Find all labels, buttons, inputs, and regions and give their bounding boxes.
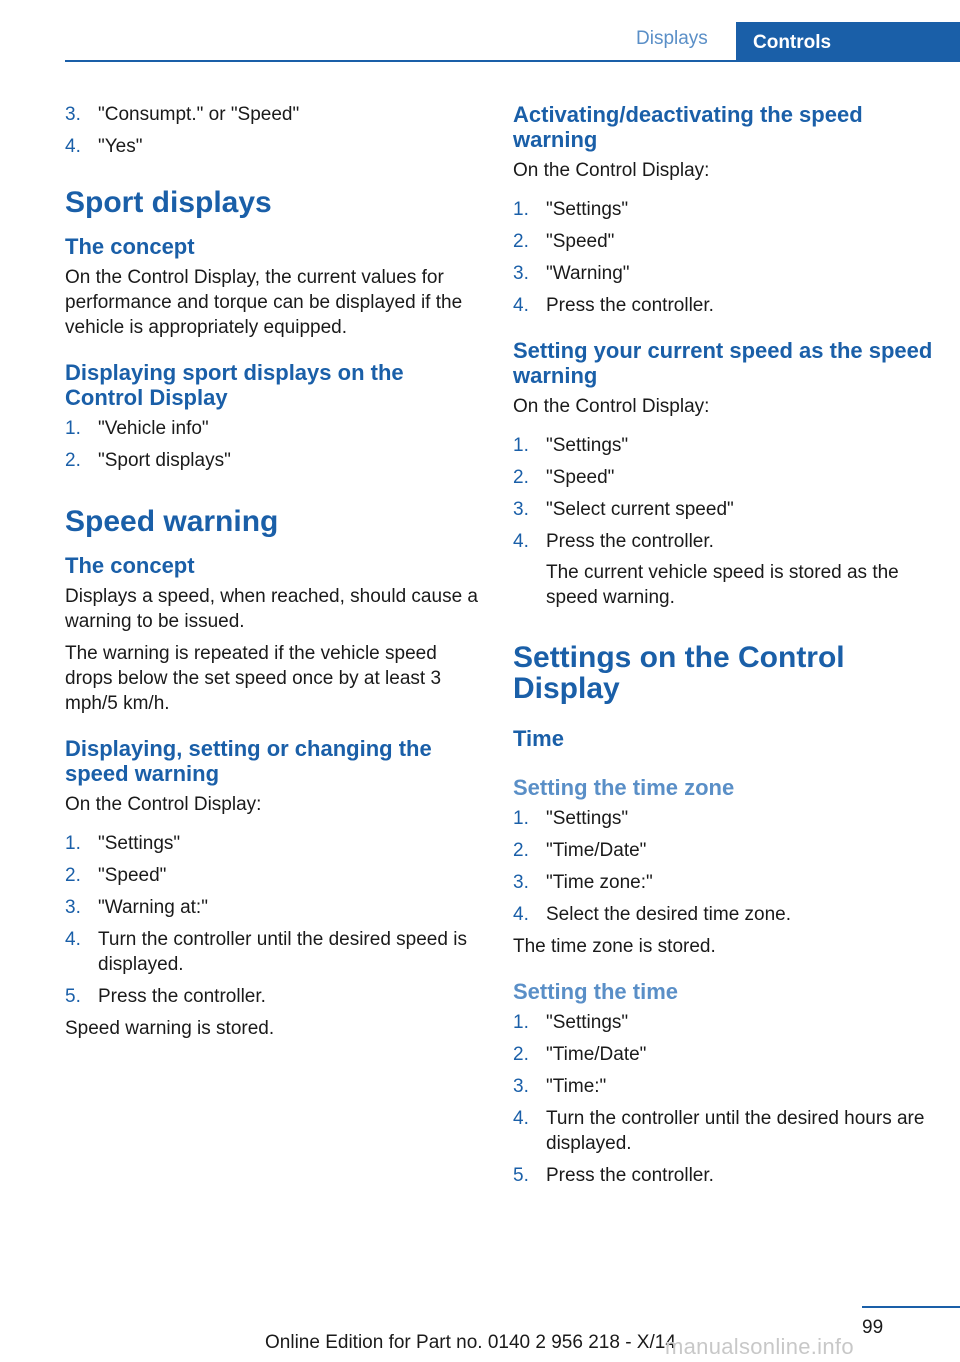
list-text: "Speed" xyxy=(546,231,615,252)
heading-setting-time: Setting the time xyxy=(513,979,679,1004)
list-text: "Speed" xyxy=(546,467,615,488)
speed-concept-text-2: The warning is repeated if the vehicle speed drops below the set speed once by at least 3 mph/5 km/h. xyxy=(65,643,442,714)
list-item xyxy=(65,984,480,1009)
list-text: Select the desired time zone. xyxy=(546,904,792,925)
list-number: 3. xyxy=(513,872,529,893)
list-text: "Settings" xyxy=(98,833,181,854)
list-number: 2. xyxy=(513,1044,529,1065)
heading-speed-concept: The concept xyxy=(65,553,195,578)
list-item xyxy=(513,870,933,895)
current-note: The current vehicle speed is stored as the speed warning. xyxy=(546,562,899,608)
list-number: 1. xyxy=(65,418,81,439)
list-text: "Time zone:" xyxy=(546,872,653,893)
timezone-list xyxy=(513,806,933,927)
list-item xyxy=(65,863,480,888)
activate-list xyxy=(513,197,933,318)
list-text: Press the controller. xyxy=(546,295,714,316)
timezone-result: The time zone is stored. xyxy=(513,936,716,957)
list-item xyxy=(513,902,933,927)
list-number: 4. xyxy=(513,295,529,316)
list-item xyxy=(513,229,933,254)
heading-speed-setting: Displaying, setting or changing the speed warning xyxy=(65,736,432,786)
heading-activate-speed-warning: Activating/deactivating the speed warning xyxy=(513,102,863,152)
list-item xyxy=(65,416,480,441)
list-number: 2. xyxy=(513,840,529,861)
list-number: 2. xyxy=(513,467,529,488)
right-column xyxy=(513,102,933,1195)
list-number: 4. xyxy=(65,136,81,157)
list-item xyxy=(65,831,480,856)
header-rule xyxy=(65,60,960,62)
list-item xyxy=(513,838,933,863)
list-top xyxy=(65,102,480,159)
sport-concept-text: On the Control Display, the current values for performance and torque can be displayed if the vehicle is appropriately equipped. xyxy=(65,267,463,338)
list-number: 4. xyxy=(513,904,529,925)
list-item xyxy=(513,197,933,222)
speed-set-result: Speed warning is stored. xyxy=(65,1018,275,1039)
list-text: "Sport displays" xyxy=(98,450,231,471)
speed-set-list xyxy=(65,831,480,1009)
page-number: 99 xyxy=(862,1317,884,1338)
list-item xyxy=(65,134,480,159)
list-item xyxy=(513,261,933,286)
list-text: Press the controller. xyxy=(546,531,714,552)
list-item xyxy=(513,806,933,831)
list-number: 2. xyxy=(513,231,529,252)
settime-list xyxy=(513,1010,933,1188)
list-number: 3. xyxy=(65,897,81,918)
list-text: Turn the controller until the desired hours are displayed. xyxy=(546,1108,925,1154)
heading-settings-control-display: Settings on the Control Display xyxy=(513,641,845,705)
list-number: 5. xyxy=(513,1165,529,1186)
list-text: "Vehicle info" xyxy=(98,418,209,439)
list-item xyxy=(65,895,480,920)
list-item xyxy=(513,1074,933,1099)
list-text: "Consumpt." or "Speed" xyxy=(98,104,300,125)
list-text: "Time/Date" xyxy=(546,840,647,861)
current-list xyxy=(513,433,933,610)
activate-intro: On the Control Display: xyxy=(513,160,710,181)
list-text: "Select current speed" xyxy=(546,499,734,520)
list-item xyxy=(65,102,480,127)
list-item xyxy=(513,1010,933,1035)
watermark: manualsonline.info xyxy=(665,1334,854,1359)
footer-rule xyxy=(862,1306,960,1308)
speed-set-intro: On the Control Display: xyxy=(65,794,262,815)
heading-sport-displays: Sport displays xyxy=(65,186,272,219)
list-item xyxy=(513,465,933,490)
list-text: "Settings" xyxy=(546,1012,629,1033)
list-number: 3. xyxy=(513,499,529,520)
list-number: 3. xyxy=(513,263,529,284)
list-number: 1. xyxy=(65,833,81,854)
speed-concept-text-1: Displays a speed, when reached, should cause a warning to be issued. xyxy=(65,586,478,632)
heading-time-zone: Setting the time zone xyxy=(513,775,735,800)
list-item xyxy=(65,927,480,977)
list-text: "Speed" xyxy=(98,865,167,886)
list-number: 3. xyxy=(65,104,81,125)
list-item xyxy=(513,1042,933,1067)
list-number: 2. xyxy=(65,450,81,471)
list-text: Turn the controller until the desired speed is displayed. xyxy=(98,929,467,975)
list-text: "Yes" xyxy=(98,136,143,157)
list-number: 5. xyxy=(65,986,81,1007)
list-text: "Settings" xyxy=(546,435,629,456)
list-number: 4. xyxy=(513,531,529,552)
list-item xyxy=(513,1163,933,1188)
left-column xyxy=(65,102,480,1048)
heading-time: Time xyxy=(513,726,564,751)
list-text: "Warning" xyxy=(546,263,630,284)
list-number: 4. xyxy=(513,1108,529,1129)
list-item xyxy=(513,497,933,522)
sport-list xyxy=(65,416,480,473)
heading-current-speed: Setting your current speed as the speed warning xyxy=(513,338,933,388)
edition-text: Online Edition for Part no. 0140 2 956 218 - X/14 xyxy=(265,1332,676,1353)
heading-sport-concept: The concept xyxy=(65,234,195,259)
list-number: 1. xyxy=(513,199,529,220)
list-number: 1. xyxy=(513,435,529,456)
tab-displays: Displays xyxy=(636,28,708,49)
list-text: "Settings" xyxy=(546,808,629,829)
list-number: 2. xyxy=(65,865,81,886)
list-number: 1. xyxy=(513,1012,529,1033)
list-item xyxy=(65,448,480,473)
list-number: 4. xyxy=(65,929,81,950)
tab-controls: Controls xyxy=(736,22,960,62)
list-number: 3. xyxy=(513,1076,529,1097)
list-item xyxy=(513,529,933,610)
list-item xyxy=(513,1106,933,1156)
list-text: "Settings" xyxy=(546,199,629,220)
heading-speed-warning: Speed warning xyxy=(65,505,279,538)
current-intro: On the Control Display: xyxy=(513,396,710,417)
list-text: "Warning at:" xyxy=(98,897,208,918)
list-text: Press the controller. xyxy=(98,986,266,1007)
list-number: 1. xyxy=(513,808,529,829)
list-text: "Time:" xyxy=(546,1076,607,1097)
heading-sport-displaying: Displaying sport displays on the Control Display xyxy=(65,360,404,410)
list-item xyxy=(513,293,933,318)
list-item xyxy=(513,433,933,458)
list-text: "Time/Date" xyxy=(546,1044,647,1065)
list-text: Press the controller. xyxy=(546,1165,714,1186)
